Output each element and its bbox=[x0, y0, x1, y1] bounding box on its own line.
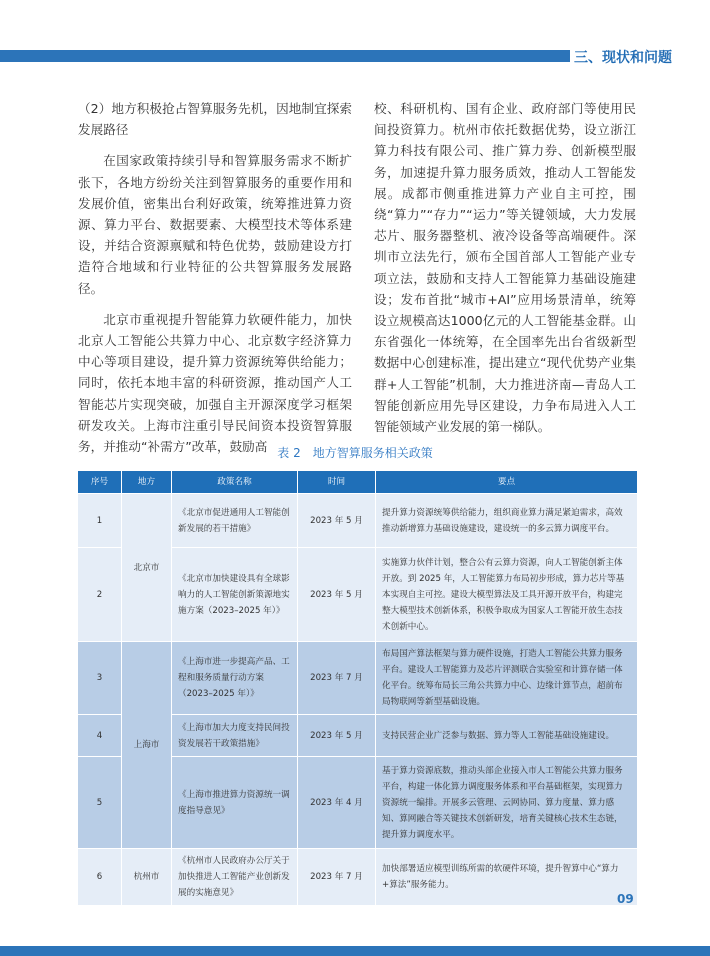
header-bar bbox=[0, 50, 570, 62]
row-no: 5 bbox=[78, 757, 122, 849]
policy-points: 支持民营企业广泛参与数据、算力等人工智能基础设施建设。 bbox=[376, 715, 638, 757]
region-cell: 上海市 bbox=[122, 642, 172, 849]
table-header-row bbox=[78, 471, 638, 494]
header-policy: 政策名称 bbox=[172, 471, 298, 494]
policy-time: 2023 年 5 月 bbox=[298, 548, 376, 642]
policy-name: 《上海市加大力度支持民间投资发展若干政策措施》 bbox=[172, 715, 298, 757]
row-no: 2 bbox=[78, 548, 122, 642]
row-no: 1 bbox=[78, 494, 122, 548]
header-no: 序号 bbox=[78, 471, 122, 494]
header-time: 时间 bbox=[298, 471, 376, 494]
table-row bbox=[78, 849, 638, 906]
section-title: 三、现状和问题 bbox=[574, 50, 672, 66]
table-row bbox=[78, 494, 638, 548]
paragraph: 校、科研机构、国有企业、政府部门等使用民间投资算力。杭州市依托数据优势，设立浙江算力科技有限公司、推广算力券、创新模型服务，加速提升算力服务质效，推动人工智能发展。成都市侧重推进算力产业自主可控，围绕“算力”“存力”“运力”等关键领域，大力发展芯片、服务器整机、液冷设备等高端硬件。深圳市立法先行，颁布全国首部人工智能产业专项立法，鼓励和支持人工智能算力基础设施建设；发布首批“城市+AI”应用场景清单，统筹设立规模高达1000亿元的人工智能基金群。山东省强化一体统筹，在全国率先出台省级新型数据中心创建标准，提出建立“现代优势产业集群+人工智能”机制，大力推进济南—青岛人工智能创新应用先导区建设，力争布局进入人工智能领域产业发展的第一梯队。 bbox=[374, 101, 636, 435]
policy-time: 2023 年 7 月 bbox=[298, 642, 376, 715]
row-no: 6 bbox=[78, 849, 122, 906]
table-caption: 表 2 地方智算服务相关政策 bbox=[277, 446, 433, 460]
policy-points: 实施算力伙伴计划，整合公有云算力资源，向人工智能创新主体开放。到 2025 年，人工智能算力布局初步形成，算力芯片等基本实现自主可控。建设大模型算法及工具开源开放平台，构建完整大模型技术创新体系，积极争取成为国家人工智能开放生态技术创新中心。 bbox=[376, 548, 638, 642]
policy-points: 布局国产算法框架与算力硬件设施，打造人工智能公共算力服务平台。建设人工智能算力及芯片评测联合实验室和计算存储一体化平台。统筹布局长三角公共算力中心、边缘计算节点，超前布局物联网等新型基础设施。 bbox=[376, 642, 638, 715]
policy-points: 基于算力资源底数，推动头部企业接入市人工智能公共算力服务平台，构建一体化算力调度服务体系和平台基础框架，实现算力资源统一编排。开展多云管理、云网协同、算力度量、算力感知、算网融合等关键技术创新研发，培育关键核心技术生态链，提升算力调度水平。 bbox=[376, 757, 638, 849]
header-points: 要点 bbox=[376, 471, 638, 494]
region-cell: 北京市 bbox=[122, 494, 172, 642]
table-row bbox=[78, 642, 638, 715]
policy-points: 提升算力资源统筹供给能力，组织商业算力满足紧迫需求，高效推动新增算力基础设施建设，建设统一的多云算力调度平台。 bbox=[376, 494, 638, 548]
paragraph: 北京市重视提升智能算力软硬件能力，加快北京人工智能公共算力中心、北京数字经济算力中心等项目建设，提升算力资源统筹供给能力；同时，依托本地丰富的科研资源，推动国产人工智能芯片实现突破，加强自主开源深度学习框架研发攻关。上海市注重引导民间资本投资智算服务，并推动“补需方”改革，鼓励高 bbox=[78, 311, 352, 455]
policy-time: 2023 年 4 月 bbox=[298, 757, 376, 849]
header-region: 地方 bbox=[122, 471, 172, 494]
policy-name: 《北京市加快建设具有全球影响力的人工智能创新策源地实施方案（2023–2025 年）》 bbox=[172, 548, 298, 642]
policy-points: 加快部署适应模型训练所需的软硬件环境，提升智算中心“算力+算法”服务能力。 bbox=[376, 849, 638, 906]
footer-bar bbox=[0, 946, 710, 956]
subheading: （2）地方积极抢占智算服务先机，因地制宜探索发展路径 bbox=[78, 101, 352, 138]
policy-time: 2023 年 7 月 bbox=[298, 849, 376, 906]
page-number: 09 bbox=[617, 892, 634, 906]
policy-name: 《上海市推进算力资源统一调度指导意见》 bbox=[172, 757, 298, 849]
policy-time: 2023 年 5 月 bbox=[298, 494, 376, 548]
region-cell: 杭州市 bbox=[122, 849, 172, 906]
policy-time: 2023 年 5 月 bbox=[298, 715, 376, 757]
policy-name: 《上海市进一步提高产品、工程和服务质量行动方案（2023–2025 年）》 bbox=[172, 642, 298, 715]
policy-table bbox=[77, 470, 638, 906]
left-column bbox=[78, 98, 352, 467]
policy-name: 《杭州市人民政府办公厅关于加快推进人工智能产业创新发展的实施意见》 bbox=[172, 849, 298, 906]
policy-name: 《北京市促进通用人工智能创新发展的若干措施》 bbox=[172, 494, 298, 548]
right-column bbox=[374, 98, 636, 437]
row-no: 4 bbox=[78, 715, 122, 757]
paragraph: 在国家政策持续引导和智算服务需求不断扩张下，各地方纷纷关注到智算服务的重要作用和发展价值，密集出台利好政策，统筹推进算力资源、算力平台、数据要素、大模型技术等体系建设，并结合资源禀赋和特色优势，鼓励建设方打造符合地域和行业特征的公共智算服务发展路径。 bbox=[78, 153, 352, 296]
row-no: 3 bbox=[78, 642, 122, 715]
